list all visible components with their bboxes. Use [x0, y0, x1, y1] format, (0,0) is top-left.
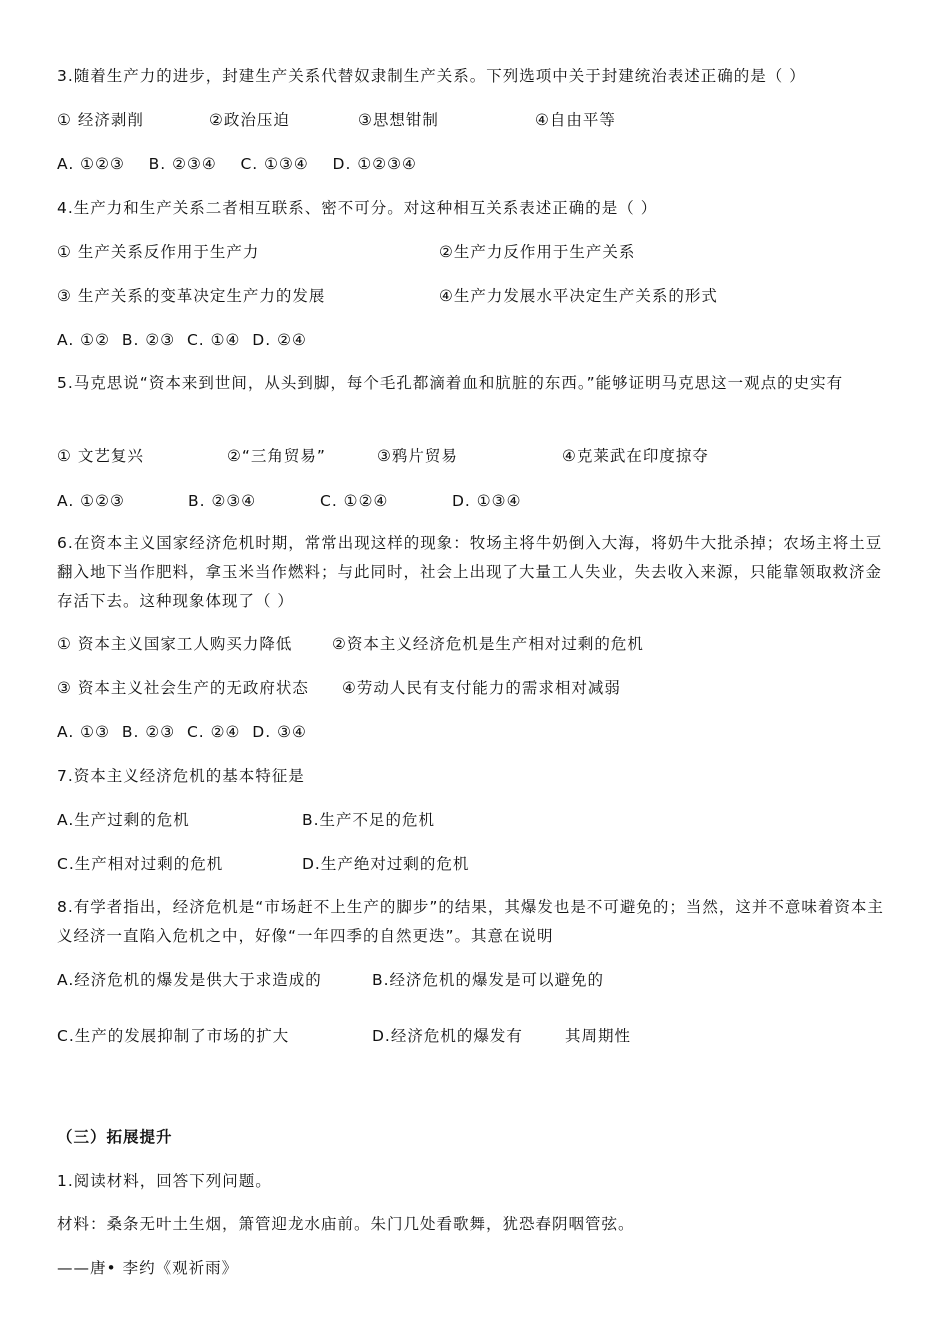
q4-options-row1	[57, 242, 895, 262]
q8-stem: 8.有学者指出，经济危机是“市场赶不上生产的脚步”的结果，其爆发也是不可避免的；当然，这并不意味着资本主义经济一直陷入危机之中，好像“一年四季的自然更迭”。其意在说明	[57, 898, 884, 945]
material-text: 材料：桑条无叶土生烟，箫管迎龙水庙前。朱门几处看歌舞，犹恐春阴咽管弦。	[57, 1215, 635, 1233]
q3-options	[57, 110, 895, 130]
q4-option-2: ②生产力反作用于生产关系	[439, 243, 636, 261]
section-question-1: 1.阅读材料，回答下列问题。	[57, 1172, 272, 1190]
q6-options-row2	[57, 678, 895, 698]
q3-answers: A. ①②③ B. ②③④ C. ①③④ D. ①②③④	[57, 155, 417, 173]
material-source: ——唐• 李约《观祈雨》	[57, 1259, 239, 1277]
q5-answer-d: D. ①③④	[452, 492, 522, 510]
q5-options	[57, 446, 895, 466]
q3-option-1: ① 经济剥削	[57, 111, 144, 129]
q6-stem: 6.在资本主义国家经济危机时期，常常出现这样的现象：牧场主将牛奶倒入大海，将奶牛大批杀掉；农场主将土豆翻入地下当作肥料，拿玉米当作燃料；与此同时，社会上出现了大量工人失业，失去收入来源，只能靠领取救济金存活下去。这种现象体现了（ ）	[57, 534, 883, 610]
q8-options-row2	[57, 1026, 895, 1046]
q7-options-row1	[57, 810, 895, 830]
q8-option-a: A.经济危机的爆发是供大于求造成的	[57, 971, 322, 989]
q5-answers	[57, 491, 895, 511]
q5-option-2: ②“三角贸易”	[227, 447, 326, 465]
q5-option-4: ④克莱武在印度掠夺	[562, 447, 709, 465]
q8-option-c: C.生产的发展抑制了市场的扩大	[57, 1027, 290, 1045]
q3-option-2: ②政治压迫	[209, 111, 290, 129]
q4-stem: 4.生产力和生产关系二者相互联系、密不可分。对这种相互关系表述正确的是（ ）	[57, 199, 658, 217]
q6-option-4: ④劳动人民有支付能力的需求相对减弱	[342, 679, 621, 697]
q7-option-b: B.生产不足的危机	[302, 811, 436, 829]
q8-options-row1	[57, 970, 895, 990]
q7-option-c: C.生产相对过剩的危机	[57, 855, 224, 873]
q6-answers: A. ①③ B. ②③ C. ②④ D. ③④	[57, 723, 307, 741]
q4-option-1: ① 生产关系反作用于生产力	[57, 243, 260, 261]
q5-answer-b: B. ②③④	[188, 492, 257, 510]
q3-stem: 3.随着生产力的进步，封建生产关系代替奴隶制生产关系。下列选项中关于封建统治表述正确的是（ ）	[57, 67, 806, 85]
q6-option-1: ① 资本主义国家工人购买力降低	[57, 635, 293, 653]
q4-option-4: ④生产力发展水平决定生产关系的形式	[439, 287, 718, 305]
q4-answers: A. ①② B. ②③ C. ①④ D. ②④	[57, 331, 307, 349]
q5-option-1: ① 文艺复兴	[57, 447, 144, 465]
q7-option-d: D.生产绝对过剩的危机	[302, 855, 470, 873]
q7-options-row2	[57, 854, 895, 874]
q8-option-b: B.经济危机的爆发是可以避免的	[372, 971, 605, 989]
q5-answer-a: A. ①②③	[57, 492, 125, 510]
q5-option-3: ③鸦片贸易	[377, 447, 458, 465]
q4-option-3: ③ 生产关系的变革决定生产力的发展	[57, 287, 326, 305]
q6-option-2: ②资本主义经济危机是生产相对过剩的危机	[332, 635, 644, 653]
q7-stem: 7.资本主义经济危机的基本特征是	[57, 767, 305, 785]
q8-option-d-tail: 其周期性	[565, 1027, 632, 1045]
q8-option-d: D.经济危机的爆发有	[372, 1027, 523, 1045]
q3-option-3: ③思想钳制	[358, 111, 439, 129]
q6-options-row1	[57, 634, 895, 654]
section-heading: （三）拓展提升	[57, 1128, 173, 1146]
q3-option-4: ④自由平等	[535, 111, 616, 129]
q5-stem: 5.马克思说“资本来到世间，从头到脚，每个毛孔都滴着血和肮脏的东西。”能够证明马克思这一观点的史实有	[57, 374, 844, 392]
q4-options-row2	[57, 286, 895, 306]
q7-option-a: A.生产过剩的危机	[57, 811, 190, 829]
q6-option-3: ③ 资本主义社会生产的无政府状态	[57, 679, 309, 697]
q5-answer-c: C. ①②④	[320, 492, 389, 510]
